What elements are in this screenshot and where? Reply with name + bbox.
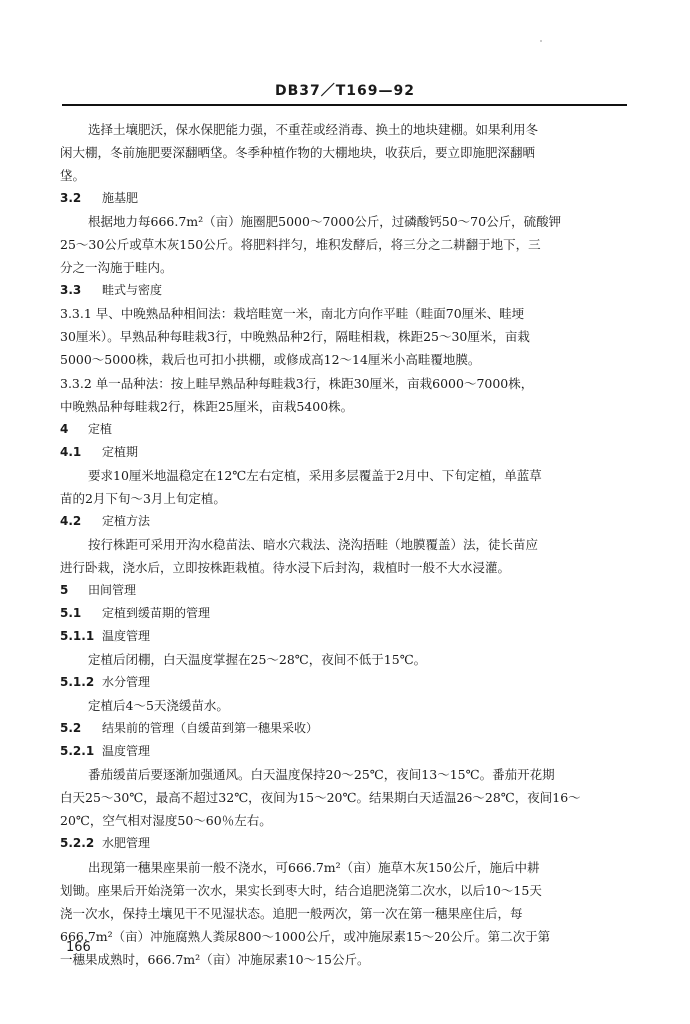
body-text-line: 中晚熟品种每畦栽2行，株距25厘米，亩栽5400株。 bbox=[60, 398, 354, 414]
scan-speck bbox=[540, 40, 542, 42]
body-text-line: 垡。 bbox=[60, 168, 86, 184]
section-number: 5.1 bbox=[60, 605, 82, 620]
section-title: 水分管理 bbox=[102, 675, 151, 690]
section-number: 4 bbox=[60, 421, 69, 436]
section-title: 温度管理 bbox=[102, 744, 151, 759]
section-heading bbox=[60, 279, 628, 302]
section-heading bbox=[60, 418, 628, 441]
body-text-line: 苗的2月下旬～3月上旬定植。 bbox=[60, 490, 226, 506]
section-number: 3.3 bbox=[60, 283, 82, 298]
body-text-line: 白天25～30℃，最高不超过32℃，夜间为15～20℃。结果期白天适温26～28℃，夜间16～ bbox=[60, 790, 581, 806]
body-text-line: 要求10厘米地温稳定在12℃左右定植，采用多层覆盖于2月中、下旬定植，单蓝草 bbox=[88, 467, 542, 483]
section-number: 5.1.2 bbox=[60, 675, 95, 690]
section-heading bbox=[60, 671, 628, 694]
section-heading bbox=[60, 832, 628, 855]
section-number: 5.2.1 bbox=[60, 744, 95, 759]
section-title: 田间管理 bbox=[88, 582, 137, 597]
section-heading bbox=[60, 602, 628, 625]
section-number: 3.2 bbox=[60, 191, 82, 206]
section-number: 5.1.1 bbox=[60, 629, 95, 644]
body-text-line: 划锄。座果后开始浇第一次水，果实长到枣大时，结合追肥浇第二次水，以后10～15天 bbox=[60, 882, 542, 898]
section-heading bbox=[60, 187, 628, 210]
body-text-line: 按行株距可采用开沟水稳苗法、暗水穴栽法、浇沟捂畦（地膜覆盖）法，徒长苗应 bbox=[88, 536, 539, 552]
body-text-line: 5000～5000株，栽后也可扣小拱棚，或修成高12～14厘米小高畦覆地膜。 bbox=[60, 352, 481, 368]
section-heading bbox=[60, 625, 628, 648]
section-heading bbox=[60, 510, 628, 533]
section-title: 水肥管理 bbox=[102, 836, 151, 851]
body-text-line: 浇一次水，保持土壤见干不见湿状态。追肥一般两次，第一次在第一穗果座住后，每 bbox=[60, 905, 523, 921]
body-text-line: 一穗果成熟时，666.7m²（亩）冲施尿素10～15公斤。 bbox=[60, 951, 370, 967]
document-header: DB37／T169—92 bbox=[274, 83, 416, 99]
body-text-line: 闲大棚，冬前施肥要深翻晒垡。冬季种植作物的大棚地块，收获后，要立即施肥深翻晒 bbox=[60, 145, 536, 161]
section-heading bbox=[60, 740, 628, 763]
body-text-line: 出现第一穗果座果前一般不浇水，可666.7m²（亩）施草木灰150公斤，施后中耕 bbox=[88, 859, 540, 875]
document-body bbox=[60, 118, 628, 971]
body-text-line: 进行卧栽，浇水后，立即按株距栽植。待水浸下后封沟，栽植时一般不大水浸灌。 bbox=[60, 559, 511, 575]
body-text-line: 根据地力每666.7m²（亩）施圈肥5000～7000公斤，过磷酸钙50～70公斤，硫酸钾 bbox=[88, 214, 562, 230]
section-title: 温度管理 bbox=[102, 629, 151, 644]
section-heading bbox=[60, 717, 628, 740]
section-title: 施基肥 bbox=[102, 191, 139, 206]
body-text-line: 分之一沟施于畦内。 bbox=[60, 260, 173, 276]
section-number: 5.2.2 bbox=[60, 836, 95, 851]
section-title: 定植到缓苗期的管理 bbox=[102, 605, 211, 620]
body-text-line: 3.3.1 早、中晚熟品种相间法：栽培畦宽一米，南北方向作平畦（畦面70厘米、畦埂 bbox=[60, 306, 525, 322]
section-number: 4.1 bbox=[60, 444, 82, 459]
body-text-line: 3.3.2 单一品种法：按上畦早熟品种每畦栽3行，株距30厘米，亩栽6000～7000株， bbox=[60, 375, 534, 391]
section-number: 4.2 bbox=[60, 513, 82, 528]
section-title: 定植期 bbox=[102, 444, 139, 459]
body-text-line: 选择土壤肥沃，保水保肥能力强，不重茬或经消毒、换土的地块建棚。如果利用冬 bbox=[88, 122, 539, 137]
body-text-line: 666.7m²（亩）冲施腐熟人粪尿800～1000公斤，或冲施尿素15～20公斤。第二次于第 bbox=[60, 928, 551, 944]
section-number: 5.2 bbox=[60, 721, 82, 736]
body-text-line: 定植后闭棚，白天温度掌握在25～28℃，夜间不低于15℃。 bbox=[88, 652, 427, 668]
section-title: 畦式与密度 bbox=[102, 283, 163, 298]
page-number: 166 bbox=[66, 940, 91, 955]
section-heading bbox=[60, 579, 628, 602]
body-text-line: 定植后4～5天浇缓苗水。 bbox=[88, 698, 229, 714]
body-text-line: 25～30公斤或草木灰150公斤。将肥料拌匀，堆积发酵后，将三分之二耕翻于地下，三 bbox=[60, 237, 541, 253]
section-heading bbox=[60, 441, 628, 464]
body-text-line: 20℃，空气相对湿度50～60％左右。 bbox=[60, 813, 272, 829]
section-number: 5 bbox=[60, 582, 69, 597]
header-rule bbox=[62, 104, 627, 106]
body-text-line: 番茄缓苗后要逐渐加强通风。白天温度保持20～25℃，夜间13～15℃。番茄开花期 bbox=[88, 767, 555, 783]
section-title: 定植方法 bbox=[102, 513, 151, 528]
body-text-line: 30厘米）。早熟品种每畦栽3行，中晚熟品种2行，隔畦相栽，株距25～30厘米，亩栽 bbox=[60, 329, 530, 345]
section-title: 定植 bbox=[88, 421, 113, 436]
section-title: 结果前的管理（自缓苗到第一穗果采收） bbox=[102, 721, 319, 736]
